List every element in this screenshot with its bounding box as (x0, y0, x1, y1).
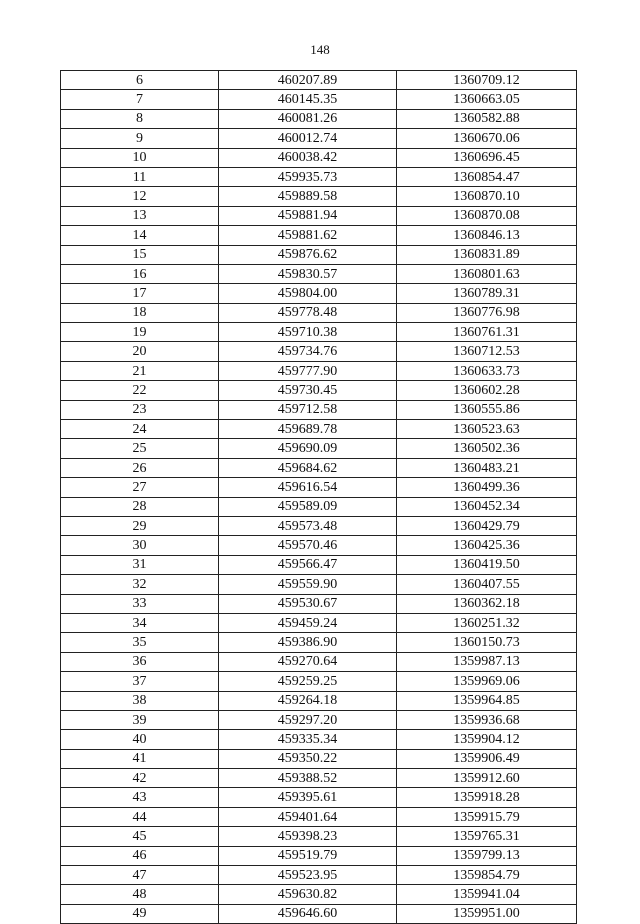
point-number-cell: 45 (61, 827, 219, 846)
point-number-cell: 40 (61, 730, 219, 749)
table-row (61, 827, 577, 846)
table-row (61, 555, 577, 574)
y-coordinate-cell: 1359941.04 (397, 885, 577, 904)
table-row (61, 284, 577, 303)
x-coordinate-cell: 459589.09 (219, 497, 397, 516)
point-number-cell: 49 (61, 904, 219, 923)
table-row (61, 478, 577, 497)
point-number-cell: 25 (61, 439, 219, 458)
point-number-cell: 35 (61, 633, 219, 652)
point-number-cell: 21 (61, 361, 219, 380)
x-coordinate-cell: 459616.54 (219, 478, 397, 497)
table-row (61, 342, 577, 361)
table-row (61, 323, 577, 342)
point-number-cell: 11 (61, 167, 219, 186)
point-number-cell: 19 (61, 323, 219, 342)
point-number-cell: 43 (61, 788, 219, 807)
x-coordinate-cell: 459935.73 (219, 167, 397, 186)
x-coordinate-cell: 459530.67 (219, 594, 397, 613)
point-number-cell: 14 (61, 226, 219, 245)
y-coordinate-cell: 1360761.31 (397, 323, 577, 342)
x-coordinate-cell: 459777.90 (219, 361, 397, 380)
table-row (61, 516, 577, 535)
x-coordinate-cell: 459646.60 (219, 904, 397, 923)
y-coordinate-cell: 1360854.47 (397, 167, 577, 186)
point-number-cell: 9 (61, 129, 219, 148)
point-number-cell: 6 (61, 71, 219, 90)
point-number-cell: 47 (61, 866, 219, 885)
x-coordinate-cell: 459689.78 (219, 420, 397, 439)
point-number-cell: 48 (61, 885, 219, 904)
x-coordinate-cell: 459730.45 (219, 381, 397, 400)
point-number-cell: 15 (61, 245, 219, 264)
x-coordinate-cell: 460081.26 (219, 109, 397, 128)
table-row (61, 381, 577, 400)
table-row (61, 264, 577, 283)
point-number-cell: 18 (61, 303, 219, 322)
point-number-cell: 36 (61, 652, 219, 671)
y-coordinate-cell: 1360709.12 (397, 71, 577, 90)
y-coordinate-cell: 1360452.34 (397, 497, 577, 516)
y-coordinate-cell: 1360425.36 (397, 536, 577, 555)
point-number-cell: 38 (61, 691, 219, 710)
table-row (61, 109, 577, 128)
y-coordinate-cell: 1359912.60 (397, 769, 577, 788)
x-coordinate-cell: 459830.57 (219, 264, 397, 283)
point-number-cell: 31 (61, 555, 219, 574)
y-coordinate-cell: 1360602.28 (397, 381, 577, 400)
y-coordinate-cell: 1359951.00 (397, 904, 577, 923)
table-row (61, 866, 577, 885)
y-coordinate-cell: 1360499.36 (397, 478, 577, 497)
point-number-cell: 22 (61, 381, 219, 400)
point-number-cell: 12 (61, 187, 219, 206)
x-coordinate-cell: 459889.58 (219, 187, 397, 206)
table-row (61, 129, 577, 148)
table-row (61, 594, 577, 613)
table-row (61, 361, 577, 380)
point-number-cell: 23 (61, 400, 219, 419)
table-row (61, 904, 577, 923)
y-coordinate-cell: 1360633.73 (397, 361, 577, 380)
coordinates-table (60, 70, 577, 924)
table-row (61, 749, 577, 768)
y-coordinate-cell: 1360251.32 (397, 613, 577, 632)
point-number-cell: 44 (61, 807, 219, 826)
point-number-cell: 13 (61, 206, 219, 225)
table-row (61, 846, 577, 865)
table-row (61, 497, 577, 516)
x-coordinate-cell: 459297.20 (219, 710, 397, 729)
y-coordinate-cell: 1360712.53 (397, 342, 577, 361)
table-row (61, 769, 577, 788)
y-coordinate-cell: 1360407.55 (397, 575, 577, 594)
y-coordinate-cell: 1360419.50 (397, 555, 577, 574)
y-coordinate-cell: 1360582.88 (397, 109, 577, 128)
y-coordinate-cell: 1359904.12 (397, 730, 577, 749)
point-number-cell: 29 (61, 516, 219, 535)
table-row (61, 90, 577, 109)
table-row (61, 167, 577, 186)
x-coordinate-cell: 459395.61 (219, 788, 397, 807)
y-coordinate-cell: 1360362.18 (397, 594, 577, 613)
y-coordinate-cell: 1360696.45 (397, 148, 577, 167)
table-row (61, 303, 577, 322)
table-row (61, 226, 577, 245)
table-row (61, 148, 577, 167)
point-number-cell: 46 (61, 846, 219, 865)
y-coordinate-cell: 1359915.79 (397, 807, 577, 826)
x-coordinate-cell: 459523.95 (219, 866, 397, 885)
x-coordinate-cell: 459350.22 (219, 749, 397, 768)
table-row (61, 575, 577, 594)
table-row (61, 613, 577, 632)
table-row (61, 730, 577, 749)
point-number-cell: 41 (61, 749, 219, 768)
y-coordinate-cell: 1360555.86 (397, 400, 577, 419)
point-number-cell: 7 (61, 90, 219, 109)
x-coordinate-cell: 460145.35 (219, 90, 397, 109)
x-coordinate-cell: 459712.58 (219, 400, 397, 419)
point-number-cell: 37 (61, 672, 219, 691)
table-row (61, 672, 577, 691)
point-number-cell: 42 (61, 769, 219, 788)
x-coordinate-cell: 460207.89 (219, 71, 397, 90)
y-coordinate-cell: 1359969.06 (397, 672, 577, 691)
x-coordinate-cell: 459459.24 (219, 613, 397, 632)
coordinates-table-body (61, 71, 577, 924)
table-row (61, 633, 577, 652)
y-coordinate-cell: 1360801.63 (397, 264, 577, 283)
page-number: 148 (310, 42, 330, 57)
x-coordinate-cell: 459710.38 (219, 323, 397, 342)
point-number-cell: 32 (61, 575, 219, 594)
point-number-cell: 30 (61, 536, 219, 555)
table-row (61, 206, 577, 225)
x-coordinate-cell: 459573.48 (219, 516, 397, 535)
point-number-cell: 28 (61, 497, 219, 516)
table-row (61, 691, 577, 710)
point-number-cell: 8 (61, 109, 219, 128)
x-coordinate-cell: 459264.18 (219, 691, 397, 710)
x-coordinate-cell: 459684.62 (219, 458, 397, 477)
y-coordinate-cell: 1360870.10 (397, 187, 577, 206)
x-coordinate-cell: 459734.76 (219, 342, 397, 361)
x-coordinate-cell: 459570.46 (219, 536, 397, 555)
y-coordinate-cell: 1360789.31 (397, 284, 577, 303)
y-coordinate-cell: 1360846.13 (397, 226, 577, 245)
x-coordinate-cell: 459519.79 (219, 846, 397, 865)
point-number-cell: 16 (61, 264, 219, 283)
y-coordinate-cell: 1359987.13 (397, 652, 577, 671)
y-coordinate-cell: 1360831.89 (397, 245, 577, 264)
table-row (61, 710, 577, 729)
x-coordinate-cell: 459398.23 (219, 827, 397, 846)
x-coordinate-cell: 459335.34 (219, 730, 397, 749)
y-coordinate-cell: 1360670.06 (397, 129, 577, 148)
table-row (61, 652, 577, 671)
y-coordinate-cell: 1360429.79 (397, 516, 577, 535)
x-coordinate-cell: 459881.62 (219, 226, 397, 245)
x-coordinate-cell: 459804.00 (219, 284, 397, 303)
x-coordinate-cell: 460012.74 (219, 129, 397, 148)
y-coordinate-cell: 1360150.73 (397, 633, 577, 652)
x-coordinate-cell: 459559.90 (219, 575, 397, 594)
y-coordinate-cell: 1359964.85 (397, 691, 577, 710)
point-number-cell: 26 (61, 458, 219, 477)
table-row (61, 807, 577, 826)
table-row (61, 788, 577, 807)
table-row (61, 187, 577, 206)
x-coordinate-cell: 459270.64 (219, 652, 397, 671)
table-row (61, 245, 577, 264)
table-row (61, 439, 577, 458)
y-coordinate-cell: 1359936.68 (397, 710, 577, 729)
x-coordinate-cell: 459386.90 (219, 633, 397, 652)
y-coordinate-cell: 1360776.98 (397, 303, 577, 322)
point-number-cell: 39 (61, 710, 219, 729)
y-coordinate-cell: 1359799.13 (397, 846, 577, 865)
x-coordinate-cell: 459690.09 (219, 439, 397, 458)
table-row (61, 420, 577, 439)
y-coordinate-cell: 1359918.28 (397, 788, 577, 807)
point-number-cell: 10 (61, 148, 219, 167)
table-row (61, 458, 577, 477)
x-coordinate-cell: 459881.94 (219, 206, 397, 225)
x-coordinate-cell: 459778.48 (219, 303, 397, 322)
point-number-cell: 24 (61, 420, 219, 439)
y-coordinate-cell: 1360663.05 (397, 90, 577, 109)
y-coordinate-cell: 1359854.79 (397, 866, 577, 885)
y-coordinate-cell: 1360483.21 (397, 458, 577, 477)
y-coordinate-cell: 1360870.08 (397, 206, 577, 225)
y-coordinate-cell: 1360502.36 (397, 439, 577, 458)
x-coordinate-cell: 460038.42 (219, 148, 397, 167)
point-number-cell: 33 (61, 594, 219, 613)
table-row (61, 536, 577, 555)
y-coordinate-cell: 1359906.49 (397, 749, 577, 768)
x-coordinate-cell: 459388.52 (219, 769, 397, 788)
table-row (61, 400, 577, 419)
table-row (61, 71, 577, 90)
y-coordinate-cell: 1360523.63 (397, 420, 577, 439)
x-coordinate-cell: 459630.82 (219, 885, 397, 904)
x-coordinate-cell: 459259.25 (219, 672, 397, 691)
x-coordinate-cell: 459566.47 (219, 555, 397, 574)
point-number-cell: 27 (61, 478, 219, 497)
table-row (61, 885, 577, 904)
point-number-cell: 34 (61, 613, 219, 632)
point-number-cell: 17 (61, 284, 219, 303)
x-coordinate-cell: 459401.64 (219, 807, 397, 826)
x-coordinate-cell: 459876.62 (219, 245, 397, 264)
y-coordinate-cell: 1359765.31 (397, 827, 577, 846)
point-number-cell: 20 (61, 342, 219, 361)
